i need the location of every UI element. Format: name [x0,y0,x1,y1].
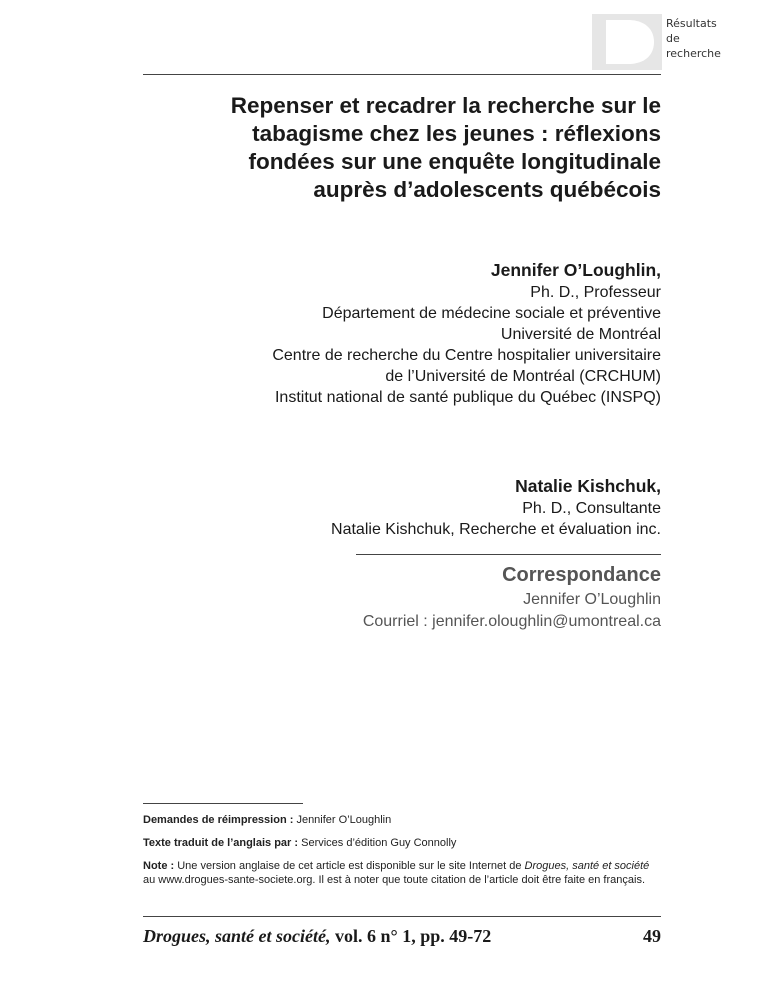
correspondance-heading: Correspondance [502,564,661,586]
section-line: recherche [666,47,721,60]
author-block-kishchuk [143,474,661,540]
author-block-oloughlin [143,258,661,408]
author-affiliation: Centre de recherche du Centre hospitalier universitaire [272,347,661,364]
reprint-label: Demandes de réimpression : [143,814,294,826]
translation-note [143,836,661,850]
journal-name: Drogues, santé et société, [143,926,331,946]
version-note [143,859,661,887]
title-line: fondées sur une enquête longitudinale [248,149,661,174]
note-label: Note : [143,860,175,872]
translation-value: Services d’édition Guy Connolly [298,837,457,849]
note-journal: Drogues, santé et société [524,860,650,872]
footnote-divider [143,803,303,804]
section-label [666,16,721,61]
title-line: auprès d’adolescents québécois [313,177,661,202]
correspondance-block [143,561,661,633]
author-name: Jennifer O’Loughlin, [490,260,661,280]
section-badge [592,14,752,70]
section-line: de [666,32,680,45]
note-text: au www.drogues-sante-societe.org. Il est à noter que toute citation de l’article doit être faite en français. [143,874,645,886]
author-affiliation: de l’Université de Montréal (CRCHUM) [385,368,661,385]
translation-label: Texte traduit de l’anglais par : [143,837,299,849]
author-affiliation: Département de médecine sociale et préventive [322,305,661,322]
author-affiliation: Institut national de santé publique du Québec (INSPQ) [274,389,661,406]
reprint-value: Jennifer O’Loughlin [293,814,392,826]
author-affiliation: Université de Montréal [500,326,661,343]
author-affiliation: Ph. D., Professeur [530,284,661,301]
correspondance-name: Jennifer O’Loughlin [523,591,661,608]
author-name: Natalie Kishchuk, [515,476,661,496]
section-line: Résultats [666,17,717,30]
title-line: tabagisme chez les jeunes : réflexions [252,121,661,146]
d-logo-icon [592,14,662,70]
footnotes [143,813,661,896]
author-affiliation: Ph. D., Consultante [522,500,661,517]
title-line: Repenser et recadrer la recherche sur le [230,93,661,118]
journal-volume: vol. 6 n° 1, pp. 49-72 [330,926,492,946]
note-text: Une version anglaise de cet article est disponible sur le site Internet de [174,860,525,872]
top-divider [143,74,661,75]
bottom-divider [143,916,661,917]
correspondance-email: Courriel : jennifer.oloughlin@umontreal.ca [362,613,661,630]
article-title [143,92,661,204]
journal-citation [143,924,661,948]
correspondance-divider [356,554,661,555]
page-number: 49 [643,926,661,946]
author-affiliation: Natalie Kishchuk, Recherche et évaluation inc. [331,521,661,538]
reprint-note [143,813,661,827]
